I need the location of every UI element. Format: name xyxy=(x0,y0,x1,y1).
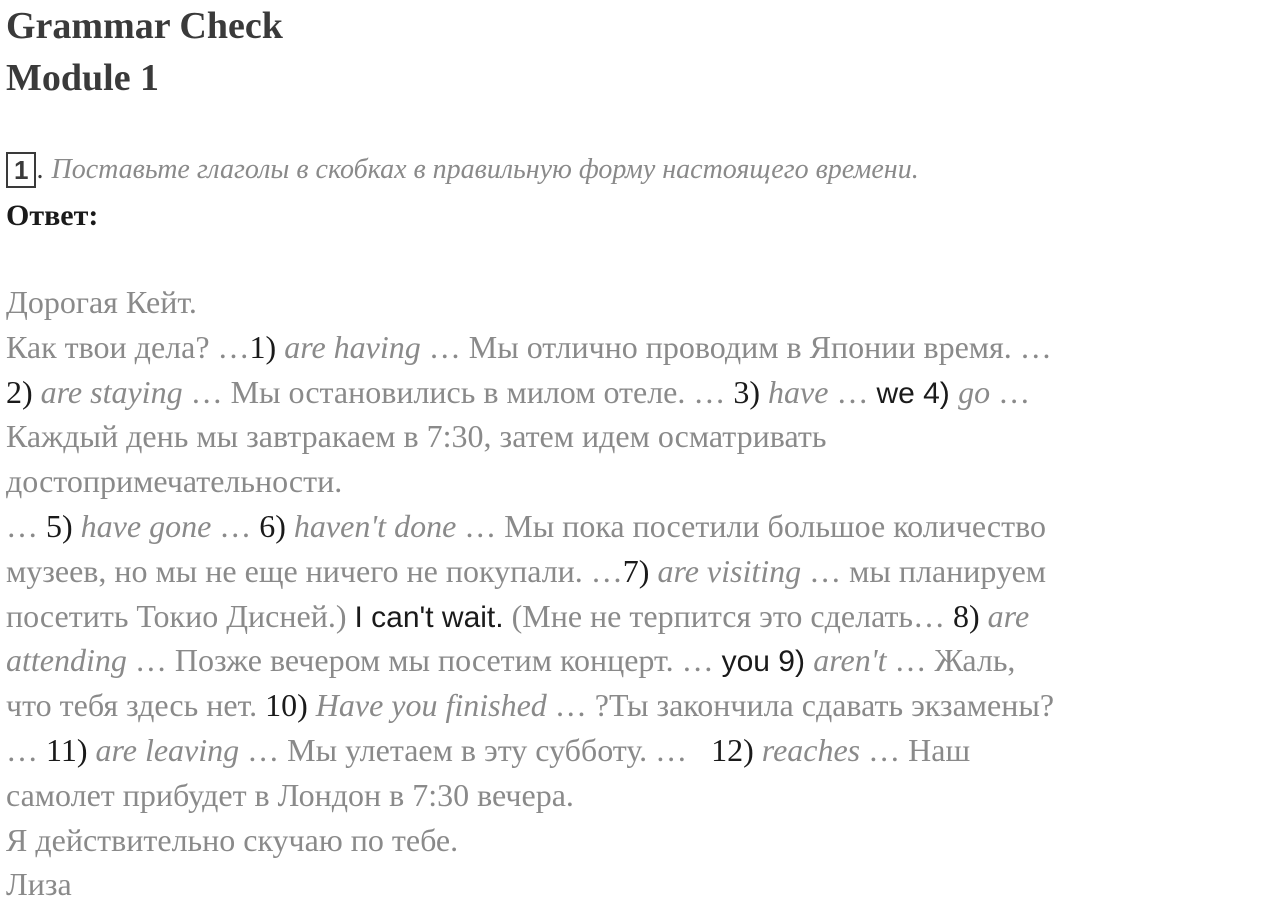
letter-line: 2) are staying … Мы остановились в милом отеле. … 3) have … we 4) go … xyxy=(6,373,1031,410)
letter-line: самолет прибудет в Лондон в 7:30 вечера. xyxy=(6,776,574,813)
exercise-number-badge: 1 xyxy=(6,152,36,188)
letter-line: посетить Токио Дисней.) I can't wait. (Мне не терпится это сделать… 8) are xyxy=(6,597,1030,634)
answer-label: Ответ: xyxy=(6,199,99,232)
page-title xyxy=(6,0,283,104)
letter-line: Как твои дела? …1) are having … Мы отлично проводим в Японии время. … xyxy=(6,328,1052,365)
letter-body xyxy=(6,280,1288,907)
letter-line: музеев, но мы не еще ничего не покупали. …7) are visiting … мы планируем xyxy=(6,552,1047,589)
letter-line: Я действительно скучаю по тебе. xyxy=(6,821,459,858)
letter-line: … 11) are leaving … Мы улетаем в эту субботу. … 12) reaches … Наш xyxy=(6,731,971,768)
exercise-header xyxy=(6,150,919,190)
letter-signature: Лиза xyxy=(6,866,72,903)
letter-line: что тебя здесь нет. 10) Have you finished … ?Ты закончила сдавать экзамены? xyxy=(6,687,1055,724)
title-line-2: Module 1 xyxy=(6,57,160,99)
letter-line: Каждый день мы завтракаем в 7:30, затем идем осматривать xyxy=(6,418,827,455)
letter-line: достопримечательности. xyxy=(6,463,343,500)
title-line-1: Grammar Check xyxy=(6,5,283,47)
letter-line: Дорогая Кейт. xyxy=(6,284,197,320)
letter-line: attending … Позже вечером мы посетим концерт. … you 9) aren't … Жаль, xyxy=(6,642,1016,679)
exercise-number-dot: . xyxy=(36,154,44,185)
exercise-instruction: Поставьте глаголы в скобках в правильную форму настоящего времени. xyxy=(51,154,919,185)
letter-line: … 5) have gone … 6) haven't done … Мы пока посетили большое количество xyxy=(6,507,1046,544)
